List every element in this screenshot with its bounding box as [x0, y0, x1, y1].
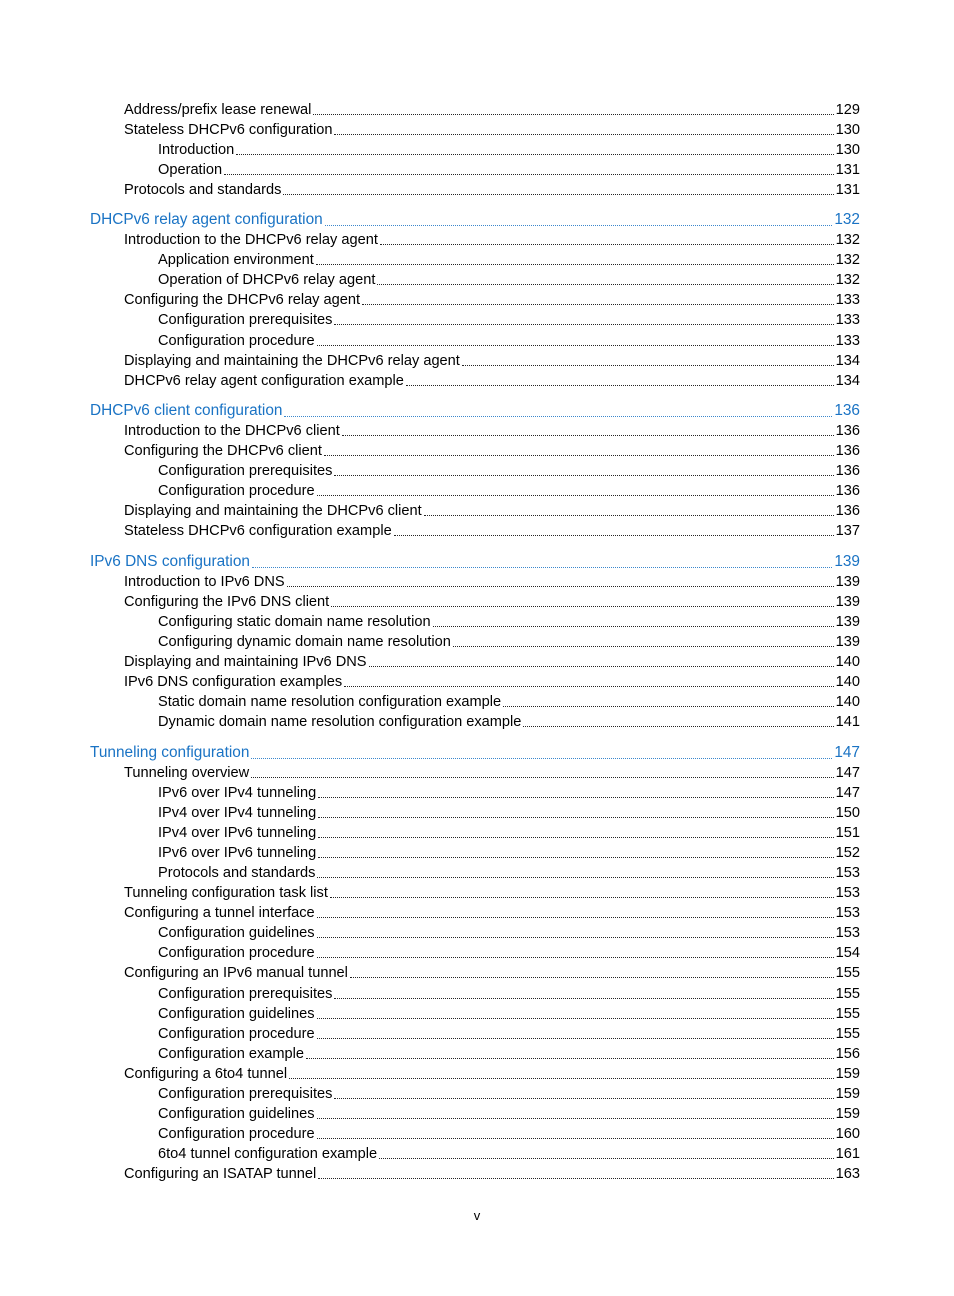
- toc-entry-page: 137: [835, 523, 860, 539]
- dot-leader: [362, 304, 834, 305]
- toc-entry-title: Introduction to the DHCPv6 relay agent: [124, 232, 378, 248]
- dot-leader: [334, 134, 833, 135]
- dot-leader: [251, 758, 832, 759]
- toc-chapter-entry[interactable]: [90, 209, 860, 231]
- toc-entry-title: Configuration guidelines: [158, 1106, 315, 1122]
- toc-entry-title: Configuring an ISATAP tunnel: [124, 1166, 317, 1182]
- dot-leader: [394, 535, 834, 536]
- toc-entry-title: Displaying and maintaining the DHCPv6 client: [124, 503, 422, 519]
- toc-entry-page: 132: [835, 252, 860, 268]
- toc-entry-title: Static domain name resolution configuration example: [158, 694, 502, 710]
- dot-leader: [330, 897, 834, 898]
- dot-leader: [324, 455, 834, 456]
- dot-leader: [224, 174, 834, 175]
- toc-entry-title: Introduction to IPv6 DNS: [124, 574, 285, 590]
- toc-entry[interactable]: [158, 632, 860, 652]
- dot-leader: [325, 225, 833, 226]
- toc-entry[interactable]: [158, 270, 860, 290]
- toc-entry[interactable]: [158, 612, 860, 632]
- toc-entry-title: Configuring the IPv6 DNS client: [124, 594, 330, 610]
- dot-leader: [317, 345, 834, 346]
- dot-leader: [424, 515, 834, 516]
- toc-entry[interactable]: [158, 783, 860, 803]
- dot-leader: [289, 1078, 834, 1079]
- toc-entry[interactable]: [158, 712, 860, 732]
- toc-entry-page: 155: [835, 1026, 860, 1042]
- toc-entry-page: 139: [835, 574, 860, 590]
- toc-entry-title: Configuration procedure: [158, 945, 315, 961]
- toc-entry-page: 134: [835, 353, 860, 369]
- toc-entry-page: 136: [835, 463, 860, 479]
- toc-entry[interactable]: [124, 672, 860, 692]
- toc-entry-page: 150: [835, 805, 860, 821]
- toc-entry[interactable]: [158, 1084, 860, 1104]
- toc-entry-title: 6to4 tunnel configuration example: [158, 1146, 378, 1162]
- toc-entry-page: 161: [835, 1146, 860, 1162]
- dot-leader: [334, 998, 833, 999]
- toc-entry-title: Address/prefix lease renewal: [124, 102, 312, 118]
- toc-entry-title: Configuration prerequisites: [158, 986, 333, 1002]
- toc-entry-page: 129: [835, 102, 860, 118]
- dot-leader: [236, 154, 833, 155]
- toc-entry[interactable]: [158, 1004, 860, 1024]
- toc-entry-title: IPv6 DNS configuration examples: [124, 674, 343, 690]
- dot-leader: [318, 837, 833, 838]
- toc-entry-title: Configuration guidelines: [158, 1006, 315, 1022]
- toc-entry-page: 130: [835, 122, 860, 138]
- dot-leader: [317, 917, 834, 918]
- toc-entry-page: 155: [835, 1006, 860, 1022]
- toc-entry-title: Configuring the DHCPv6 client: [124, 443, 322, 459]
- toc-entry[interactable]: [158, 692, 860, 712]
- toc-entry[interactable]: [124, 501, 860, 521]
- toc-entry-title: Configuration prerequisites: [158, 1086, 333, 1102]
- dot-leader: [350, 977, 834, 978]
- dot-leader: [380, 244, 834, 245]
- toc-entry-page: 147: [835, 785, 860, 801]
- toc-entry-page: 131: [835, 162, 860, 178]
- toc-entry[interactable]: [158, 1124, 860, 1144]
- dot-leader: [369, 666, 834, 667]
- dot-leader: [344, 686, 833, 687]
- toc-entry-page: 139: [835, 634, 860, 650]
- toc-entry[interactable]: [158, 1144, 860, 1164]
- dot-leader: [503, 706, 833, 707]
- toc-entry[interactable]: [158, 140, 860, 160]
- toc-entry-page: 160: [835, 1126, 860, 1142]
- toc-entry-page: 151: [835, 825, 860, 841]
- toc-entry[interactable]: [124, 883, 860, 903]
- toc-entry-page: 140: [835, 674, 860, 690]
- dot-leader: [317, 937, 834, 938]
- dot-leader: [306, 1058, 834, 1059]
- dot-leader: [318, 797, 833, 798]
- toc-entry-title: Tunneling configuration: [90, 744, 250, 761]
- toc-entry-page: 141: [835, 714, 860, 730]
- toc-entry-title: Protocols and standards: [158, 865, 316, 881]
- toc-entry[interactable]: [124, 521, 860, 541]
- toc-entry-title: Configuration prerequisites: [158, 463, 333, 479]
- dot-leader: [317, 1038, 834, 1039]
- toc-entry-title: Configuring a 6to4 tunnel: [124, 1066, 288, 1082]
- page-number: v: [473, 1208, 481, 1223]
- toc-entry-title: Configuration procedure: [158, 483, 315, 499]
- toc-entry[interactable]: [158, 843, 860, 863]
- toc-entry-title: Configuration procedure: [158, 1126, 315, 1142]
- dot-leader: [453, 646, 834, 647]
- toc-entry-page: 136: [835, 423, 860, 439]
- toc-entry[interactable]: [158, 331, 860, 351]
- dot-leader: [317, 495, 834, 496]
- toc-entry-page: 156: [835, 1046, 860, 1062]
- dot-leader: [331, 606, 833, 607]
- toc-entry-title: Tunneling configuration task list: [124, 885, 328, 901]
- toc-entry-title: Protocols and standards: [124, 182, 282, 198]
- dot-leader: [377, 284, 833, 285]
- toc-entry-page: 155: [835, 965, 860, 981]
- toc-entry-page: 133: [835, 312, 860, 328]
- dot-leader: [334, 475, 833, 476]
- toc-entry[interactable]: [158, 943, 860, 963]
- toc-entry-page: 134: [835, 373, 860, 389]
- toc-entry-title: IPv4 over IPv4 tunneling: [158, 805, 317, 821]
- dot-leader: [318, 1178, 833, 1179]
- toc-entry[interactable]: [124, 100, 860, 120]
- toc-entry-title: Displaying and maintaining IPv6 DNS: [124, 654, 367, 670]
- toc-entry[interactable]: [158, 250, 860, 270]
- toc-entry-page: 132: [835, 232, 860, 248]
- toc-entry[interactable]: [124, 180, 860, 200]
- dot-leader: [462, 365, 834, 366]
- toc-entry-page: 139: [834, 553, 860, 570]
- toc-entry[interactable]: [158, 1044, 860, 1064]
- toc-entry-page: 159: [835, 1086, 860, 1102]
- toc-entry[interactable]: [158, 310, 860, 330]
- dot-leader: [317, 1118, 834, 1119]
- dot-leader: [317, 877, 833, 878]
- toc-entry-title: IPv6 over IPv6 tunneling: [158, 845, 317, 861]
- toc-entry-page: 132: [834, 211, 860, 228]
- toc-entry-page: 154: [835, 945, 860, 961]
- toc-entry[interactable]: [124, 963, 860, 983]
- toc-entry-page: 132: [835, 272, 860, 288]
- dot-leader: [316, 264, 834, 265]
- toc-entry-title: Configuration procedure: [158, 333, 315, 349]
- toc-entry-page: 140: [835, 654, 860, 670]
- dot-leader: [342, 435, 834, 436]
- dot-leader: [317, 1138, 834, 1139]
- toc-entry-page: 155: [835, 986, 860, 1002]
- toc-entry-title: Configuring a tunnel interface: [124, 905, 315, 921]
- toc-entry[interactable]: [124, 572, 860, 592]
- toc-entry[interactable]: [158, 803, 860, 823]
- toc-entry-page: 153: [835, 925, 860, 941]
- toc-entry-page: 139: [835, 594, 860, 610]
- toc-entry-page: 147: [834, 744, 860, 761]
- toc-entry[interactable]: [124, 371, 860, 391]
- toc-entry[interactable]: [124, 1164, 860, 1184]
- toc-entry-title: DHCPv6 relay agent configuration: [90, 211, 323, 228]
- toc-entry-title: Displaying and maintaining the DHCPv6 relay agent: [124, 353, 460, 369]
- toc-entry-page: 140: [835, 694, 860, 710]
- toc-entry-title: Tunneling overview: [124, 765, 250, 781]
- toc-entry[interactable]: [124, 592, 860, 612]
- dot-leader: [317, 957, 834, 958]
- dot-leader: [251, 777, 833, 778]
- toc-entry-page: 159: [835, 1066, 860, 1082]
- dot-leader: [334, 1098, 833, 1099]
- toc-entry[interactable]: [124, 903, 860, 923]
- toc-entry-title: Introduction: [158, 142, 235, 158]
- toc-entry[interactable]: [124, 763, 860, 783]
- toc-entry-page: 130: [835, 142, 860, 158]
- dot-leader: [318, 817, 833, 818]
- toc-entry[interactable]: [158, 823, 860, 843]
- toc-entry[interactable]: [124, 652, 860, 672]
- toc-chapter-entry[interactable]: [90, 742, 860, 764]
- toc-entry-page: 153: [835, 865, 860, 881]
- toc-entry[interactable]: [124, 351, 860, 371]
- toc-entry-title: Introduction to the DHCPv6 client: [124, 423, 340, 439]
- toc-entry[interactable]: [124, 230, 860, 250]
- toc-entry-page: 147: [835, 765, 860, 781]
- toc-entry[interactable]: [124, 421, 860, 441]
- toc-entry-title: DHCPv6 client configuration: [90, 402, 283, 419]
- toc-entry-page: 153: [835, 905, 860, 921]
- toc-entry-title: IPv4 over IPv6 tunneling: [158, 825, 317, 841]
- toc-entry[interactable]: [124, 120, 860, 140]
- toc-entry-page: 152: [835, 845, 860, 861]
- dot-leader: [283, 194, 833, 195]
- toc-entry[interactable]: [158, 984, 860, 1004]
- dot-leader: [252, 567, 832, 568]
- dot-leader: [334, 324, 833, 325]
- toc-entry-title: Configuring an IPv6 manual tunnel: [124, 965, 348, 981]
- dot-leader: [406, 385, 834, 386]
- toc-entry[interactable]: [158, 481, 860, 501]
- toc-entry[interactable]: [158, 863, 860, 883]
- toc-entry-title: Configuring dynamic domain name resolution: [158, 634, 451, 650]
- toc-entry-page: 133: [835, 333, 860, 349]
- dot-leader: [379, 1158, 834, 1159]
- toc-entry-page: 136: [835, 443, 860, 459]
- toc-entry-title: Operation of DHCPv6 relay agent: [158, 272, 376, 288]
- dot-leader: [313, 114, 833, 115]
- toc-chapter-entry[interactable]: [90, 551, 860, 573]
- toc-entry[interactable]: [158, 1024, 860, 1044]
- toc-entry[interactable]: [124, 441, 860, 461]
- toc-entry-page: 139: [835, 614, 860, 630]
- toc-entry-page: 159: [835, 1106, 860, 1122]
- toc-entry-title: Configuration example: [158, 1046, 305, 1062]
- dot-leader: [318, 857, 833, 858]
- toc-entry[interactable]: [124, 290, 860, 310]
- toc-entry-title: Stateless DHCPv6 configuration example: [124, 523, 392, 539]
- toc-entry-page: 136: [835, 483, 860, 499]
- dot-leader: [317, 1018, 834, 1019]
- dot-leader: [287, 586, 834, 587]
- toc-entry-page: 131: [835, 182, 860, 198]
- toc-entry-title: Configuring the DHCPv6 relay agent: [124, 292, 361, 308]
- toc-entry-page: 163: [835, 1166, 860, 1182]
- toc-entry[interactable]: [158, 160, 860, 180]
- dot-leader: [433, 626, 834, 627]
- toc-entry[interactable]: [158, 923, 860, 943]
- toc-entry-title: Configuration guidelines: [158, 925, 315, 941]
- toc-entry-title: IPv6 DNS configuration: [90, 553, 250, 570]
- toc-entry-page: 153: [835, 885, 860, 901]
- toc-chapter-entry[interactable]: [90, 400, 860, 422]
- toc-entry-title: Dynamic domain name resolution configuration example: [158, 714, 522, 730]
- toc-entry[interactable]: [158, 1104, 860, 1124]
- toc-entry-title: DHCPv6 relay agent configuration example: [124, 373, 404, 389]
- toc-entry-title: Configuration procedure: [158, 1026, 315, 1042]
- dot-leader: [523, 726, 833, 727]
- dot-leader: [284, 416, 832, 417]
- toc-entry-title: Operation: [158, 162, 223, 178]
- toc-entry-page: 136: [835, 503, 860, 519]
- toc-entry-title: Stateless DHCPv6 configuration: [124, 122, 333, 138]
- toc-entry-title: Configuration prerequisites: [158, 312, 333, 328]
- toc-entry[interactable]: [124, 1064, 860, 1084]
- toc-entry-title: Application environment: [158, 252, 314, 268]
- toc-entry-title: IPv6 over IPv4 tunneling: [158, 785, 317, 801]
- toc-entry[interactable]: [158, 461, 860, 481]
- toc-entry-page: 136: [834, 402, 860, 419]
- toc-entry-title: Configuring static domain name resolution: [158, 614, 431, 630]
- toc-entry-page: 133: [835, 292, 860, 308]
